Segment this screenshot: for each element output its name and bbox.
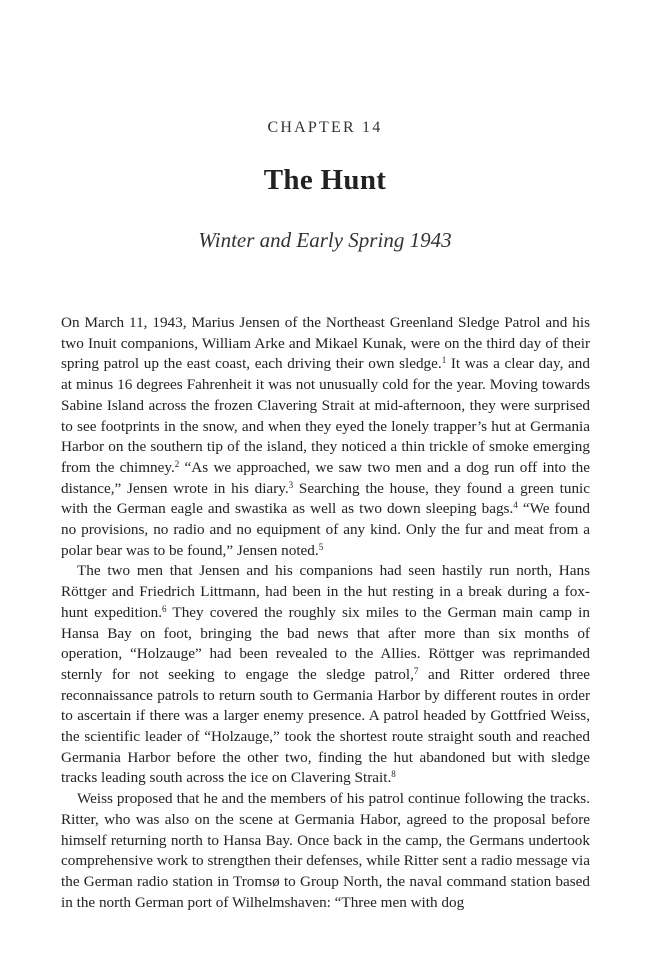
text-run: On March 11, 1943, Marius Jensen of the Northeast Greenland Sledge Patrol and his two Inuit companions, William Arke and Mikael Kunak, were on the third day of their spring patrol up the east coast, each driving their own sledge.: [61, 314, 590, 373]
text-run: It was a clear day, and at minus 16 degrees Fahrenheit it was not unusually cold for the year. Moving towards Sabine Island across the frozen Clavering Strait at mid-afternoon, they were surprised to see footprints in the snow, and when they eyed the lonely trapper’s hut at Germania Harbor on the southern tip of the island, they noticed a thin trickle of smoke emerging from the chimney.: [61, 355, 590, 476]
text-run: They covered the roughly six miles to the German main camp in Hansa Bay on foot, bringing the bad news that after more than six months of operation, “Holzauge” had been revealed to the Allies. Röttger was reprimanded sternly for not seeking to engage the sledge patrol,: [61, 603, 590, 683]
paragraph-1: [61, 313, 590, 561]
footnote-marker: 4: [513, 500, 518, 511]
chapter-title: The Hunt: [263, 164, 387, 196]
text-run: Searching the house, they found a green tunic with the German eagle and swastika as well as two down sleeping bags.: [61, 479, 591, 518]
footnote-marker: 1: [441, 355, 447, 366]
text-run: “As we approached, we saw two men and a dog run off into the distance,” Jensen wrote in his diary.: [61, 458, 590, 497]
text-run: The two men that Jensen and his companions had seen hastily run north, Hans Röttger and Friedrich Littmann, had been in the hut resting in a break during a fox-hunt expedition.: [61, 562, 590, 621]
footnote-marker: 6: [162, 603, 167, 614]
text-run: “We found no provisions, no radio and no equipment of any kind. Only the fur and meat from a polar bear was to be found,” Jensen noted.: [61, 500, 590, 559]
chapter-subtitle: Winter and Early Spring 1943: [198, 228, 452, 252]
body-text: [61, 313, 590, 913]
paragraph-2: [61, 561, 590, 789]
chapter-label: CHAPTER 14: [267, 119, 383, 136]
paragraph-3: [61, 789, 590, 913]
footnote-marker: 2: [174, 458, 180, 469]
footnote-marker: 8: [391, 769, 396, 780]
text-run: Weiss proposed that he and the members of his patrol continue following the tracks. Ritter, who was also on the scene at Germania Habor, agreed to the proposal before himself returning north to Hansa Bay. Once back in the camp, the Germans undertook comprehensive work to strengthen their defenses, while Ritter sent a radio message via the German radio station in Tromsø to Group North, the naval command station based in the north German port of Wilhelmshaven: “Three men with dog: [61, 790, 590, 911]
footnote-marker: 3: [288, 479, 294, 490]
footnote-marker: 7: [413, 665, 419, 676]
text-run: and Ritter ordered three reconnaissance patrols to return south to Germania Harbor by different routes in order to ascertain if there was a larger enemy presence. A patrol headed by Gottfried Weiss, the scientific leader of “Holzauge,” took the shortest route straight south and reached Germania Harbor before the other two, finding the hut abandoned but with sledge tracks leading south across the ice on Clavering Strait.: [61, 665, 590, 787]
footnote-marker: 5: [318, 541, 324, 552]
